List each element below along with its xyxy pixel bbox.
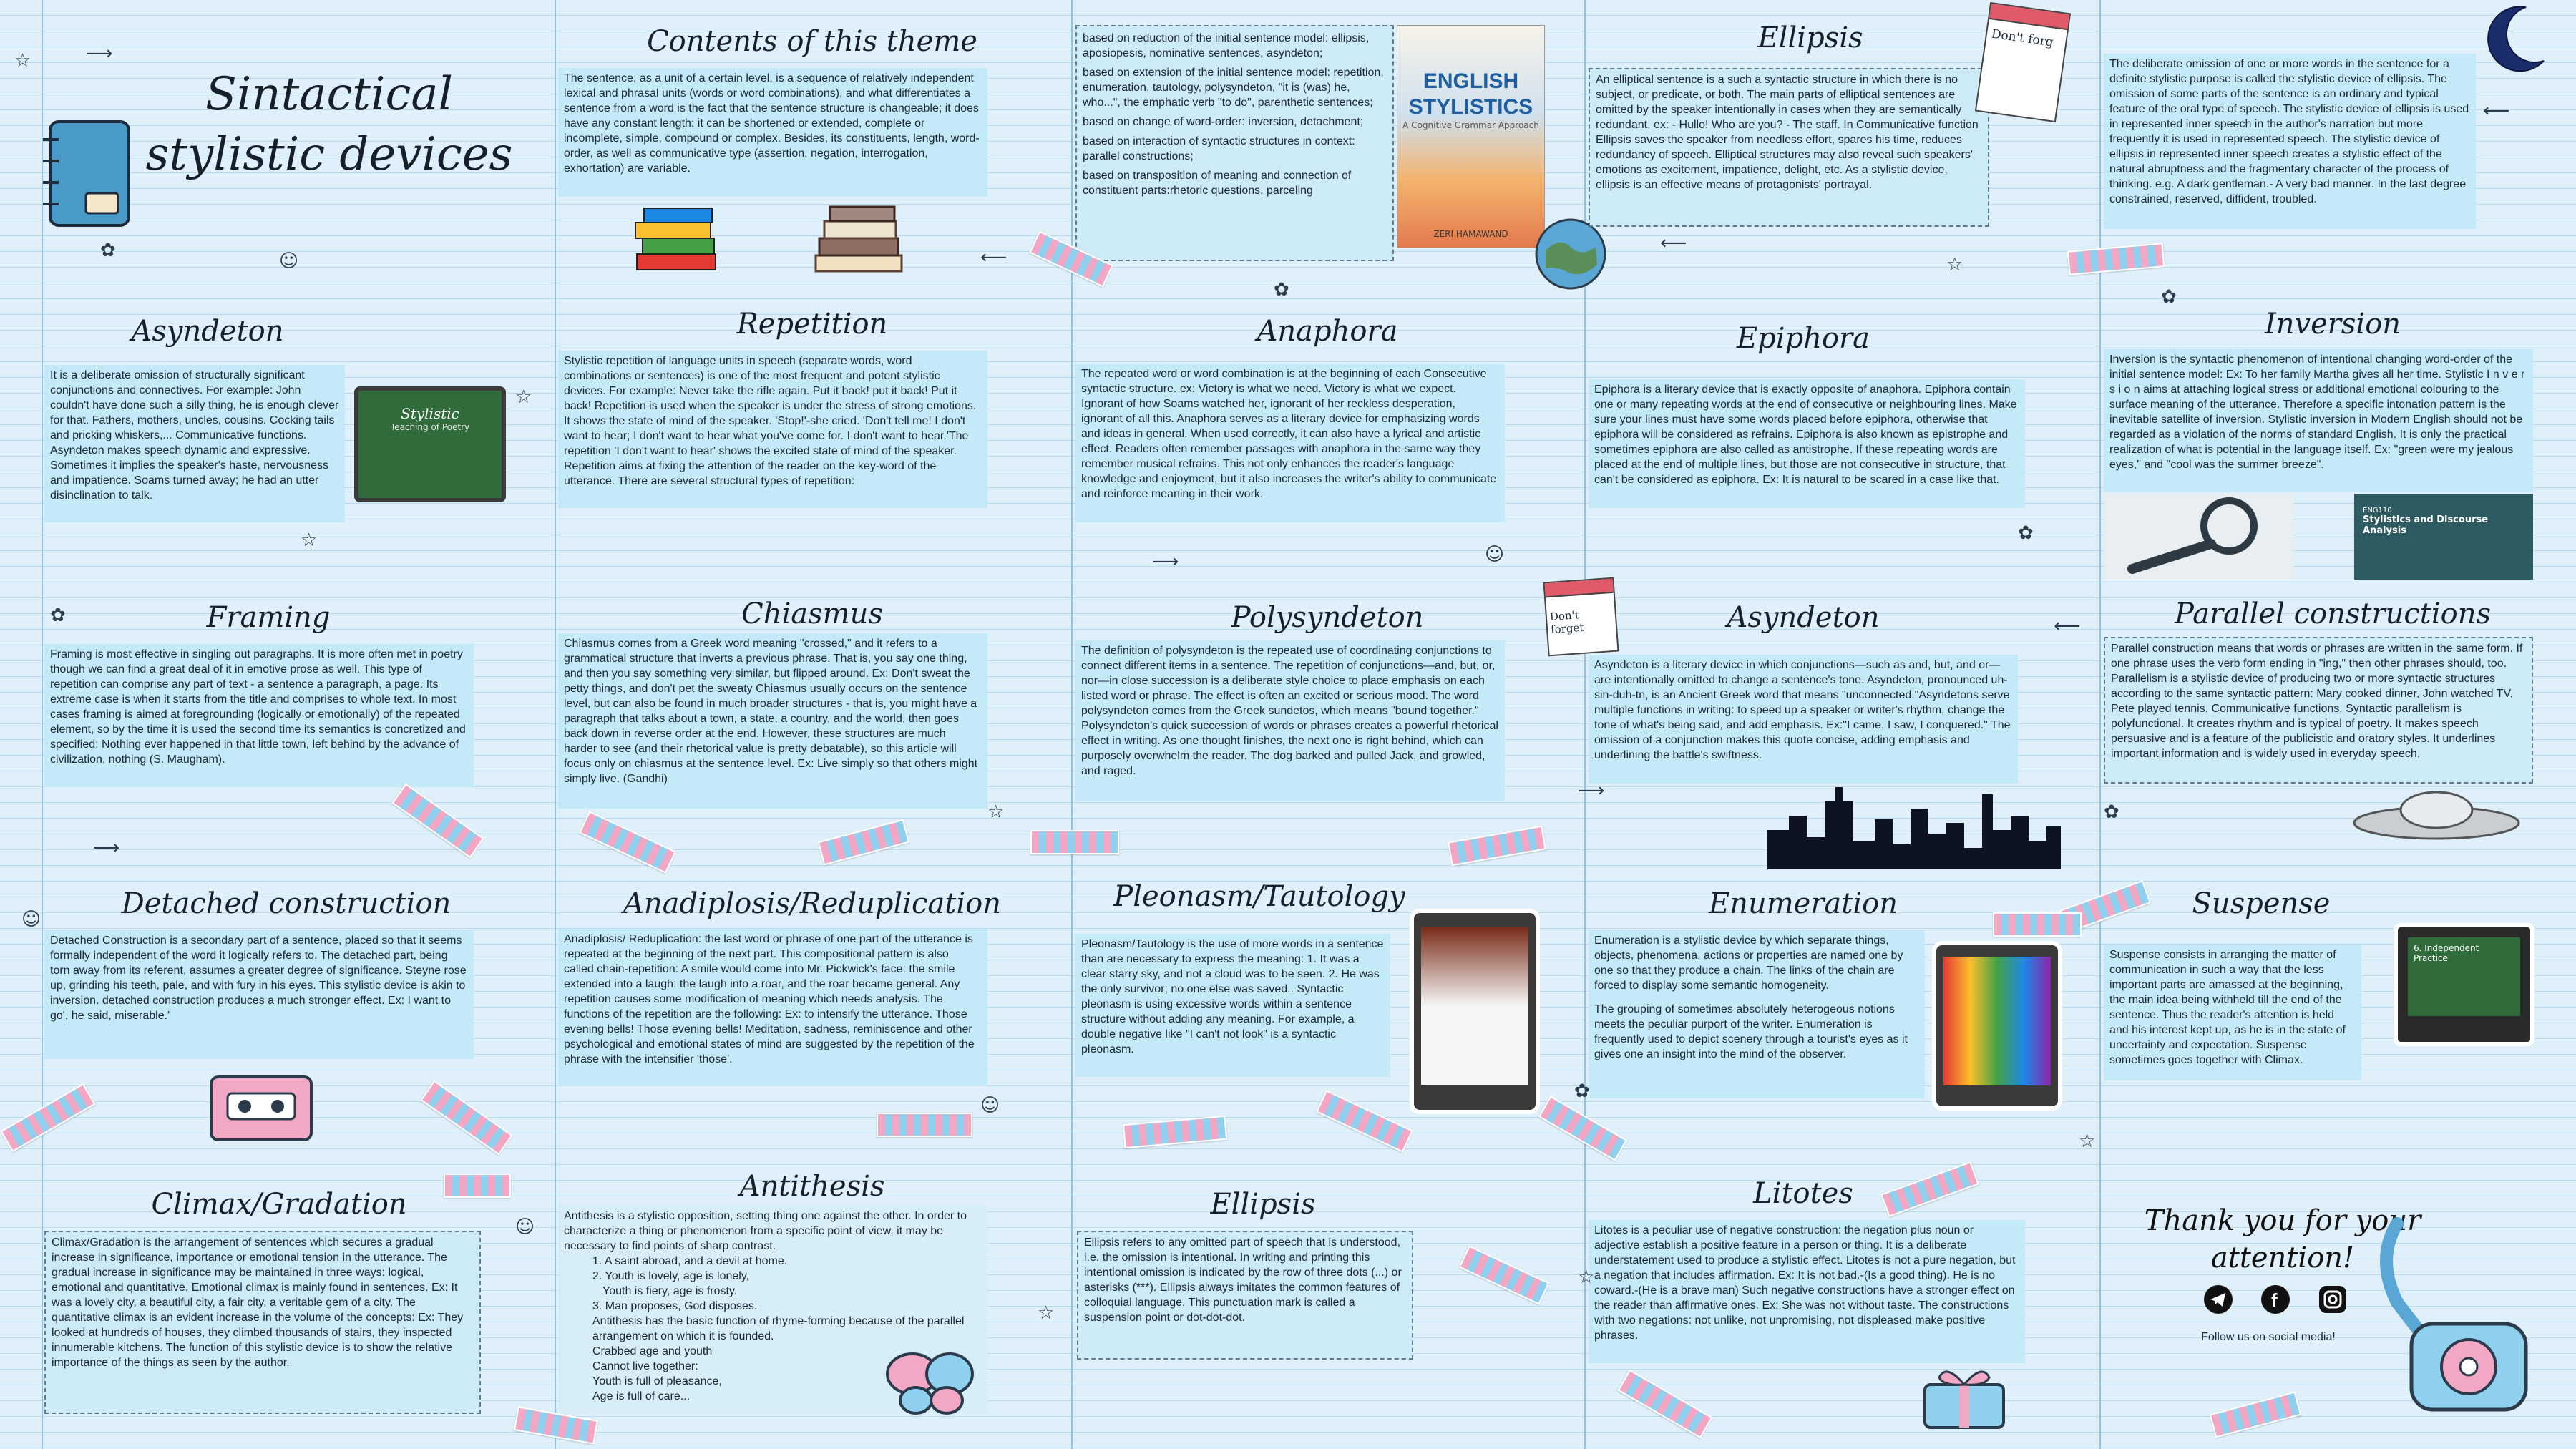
smiley-icon: ☺	[21, 909, 42, 930]
notebook-icon	[43, 114, 143, 236]
magnifier-image	[2104, 494, 2293, 580]
washi-tape	[0, 1083, 95, 1152]
suspense-text: Suspense consists in arranging the matter of communication in such a way that the less important parts are amassed at the beginning, the main idea being withheld till the end of the sentence. Thus the reader's attention is held and his interest kept up, as he is in the state of uncertainty and expectation. Suspense sometimes goes together with Climax.	[2104, 945, 2361, 1080]
cassette-icon	[208, 1073, 315, 1145]
note-paper	[1975, 2, 2071, 122]
section-heading: Enumeration	[1708, 887, 1898, 920]
classification-list	[1075, 25, 1394, 261]
star-icon: ☆	[2079, 1131, 2096, 1152]
washi-tape	[1030, 830, 1119, 854]
column-divider	[1071, 0, 1073, 1449]
washi-tape	[877, 1113, 972, 1137]
antithesis-line: Cannot live together:	[592, 1360, 698, 1372]
course-banner	[2354, 494, 2533, 580]
board-subtitle: Teaching of Poetry	[390, 422, 470, 432]
detached-text: Detached Construction is a secondary part of a sentence, placed so that it seems formally independent of the word it logically refers to. The detached part, being torn away from its referent, assumes a greater degree of significance. Steyne rose up, grinding his teeth, pale, and with fury in his eyes. This stylistic device is akin to inversion. detached construction produces a much stronger effect. Ex: I want to go', he said, miserable.'	[44, 930, 474, 1059]
washi-tape	[420, 1080, 512, 1156]
section-heading: Pleonasm/Tautology	[1113, 880, 1405, 913]
arrow-icon: ⟶	[93, 837, 120, 859]
antithesis-line: Antithesis has the basic function of rhyme-forming because of the parallel arrangement on which it is founded.	[592, 1315, 965, 1342]
section-heading: Detached construction	[121, 887, 452, 920]
book-cover	[1397, 25, 1545, 248]
asyndeton-text: It is a deliberate omission of structurally significant conjunctions and connectives. For example: John couldn't have done such a silly thing, he is enough clever for that. Fathers, mothers, uncles, cousins. Cocking tails and pricking whiskers,... Communicative functions. Asyndeton makes speech dynamic and expressive. Sometimes it implies the speaker's haste, nervousness and impatience. Soams turned away; he had an utter disinclination to talk.	[44, 365, 345, 522]
washi-tape	[1448, 826, 1546, 867]
washi-tape	[1617, 1370, 1712, 1438]
washi-tape	[1459, 1245, 1550, 1304]
suspense-board-image	[2394, 923, 2534, 1046]
course-title: Stylistics and Discourse Analysis	[2363, 514, 2489, 536]
washi-tape	[2210, 1392, 2302, 1438]
washi-tape	[1538, 1096, 1627, 1161]
thanks-line2: attention!	[2210, 1241, 2355, 1274]
star-icon: ☆	[301, 530, 318, 551]
ellipsis-bottom-text: Ellipsis refers to any omitted part of speech that is understood, i.e. the omission is intentional. In writing and printing this intentional omission is indicated by the row of three dots (...) or asterisks (***). Ellipsis always imitates the common features of colloquial language. This punctuation mark is called a suspension point or dot-dot-dot.	[1077, 1231, 1413, 1360]
smiley-icon: ☺	[980, 1095, 1000, 1116]
antithesis-intro: Antithesis is a stylistic opposition, setting thing one against the other. In order to characterize a thing or phenomenon from a specific point of view, it may be necessary to find points of sharp contrast.	[564, 1210, 967, 1252]
enumeration-p2: The grouping of sometimes absolutely heterogeous notions meets the peculiar purport of the writer. Enumeration is frequently used to depict scenery through a tourist's eyes as it gives one an insight into the mind of the observer.	[1594, 1003, 1908, 1060]
washi-tape	[444, 1174, 511, 1198]
gift-icon	[1918, 1363, 2011, 1431]
section-heading: Suspense	[2192, 887, 2331, 920]
antithesis-line: Crabbed age and youth	[592, 1345, 713, 1357]
smiley-icon: ☺	[1485, 544, 1505, 565]
city-skyline-image	[1767, 780, 2061, 869]
telephone-icon	[2368, 1216, 2533, 1424]
antithesis-line: 2. Youth is lovely, age is lonely,	[592, 1270, 750, 1282]
enumeration-p1: Enumeration is a stylistic device by which separate things, objects, phenomena, actions or properties are named one by one so that they produce a chain. The links of the chain are forced to display some semantic homogeneity.	[1594, 935, 1903, 992]
star-icon: ☆	[14, 50, 31, 72]
flower-icon: ✿	[2161, 286, 2177, 308]
ellipsis-text: An elliptical sentence is a such a syntactic structure in which there is no subject, or predicate, or both. The main parts of elliptical sentences are omitted by the speaker intentionally in cases when they are semantically redundant. ex: - Hullo! Who are you? - The staff. In Communicative function Ellipsis saves the speaker from needless effort, spares his time, reduces redundancy of speech. Elliptical structures may also reveal such speakers' emotions as excitement, impatience, delight, etc. As a stylistic device, ellipsis is an effective means of protagonists' portrayal.	[1589, 68, 1989, 227]
pencils-tablet-image	[1932, 941, 2062, 1111]
section-heading: Chiasmus	[741, 597, 883, 630]
star-icon: ☆	[515, 386, 532, 408]
page-title: Sintactical stylistic devices	[145, 68, 513, 181]
list-item: based on reduction of the initial sentence model: ellipsis, aposiopesis, nominative sentences, asyndeton;	[1083, 32, 1370, 59]
smiley-icon: ☺	[515, 1216, 535, 1238]
smiley-icon: ☺	[279, 250, 299, 272]
svg-text:f: f	[2271, 1289, 2278, 1311]
antithesis-line: 1. A saint abroad, and a devil at home.	[592, 1255, 788, 1267]
arrow-icon: ⟵	[980, 247, 1008, 268]
washi-tape	[1993, 912, 2082, 937]
column-divider	[555, 0, 556, 1449]
enumeration-text	[1589, 930, 1925, 1098]
arrow-icon: ⟶	[86, 43, 113, 64]
star-icon: ☆	[1038, 1302, 1055, 1324]
chiasmus-text: Chiasmus comes from a Greek word meaning "crossed," and it refers to a grammatical structure that inverts a previous phrase. That is, you say one thing, and then you say something very similar, but flipped around. Ex: Don't sweat the petty things, and don't pet the sweaty Chiasmus usually occurs on the sentence level, but can also be found in much broader structures - that is, you might have a paragraph that talks about a town, a state, a country, and the world, then goes back down in reverse order at the end. However, these structures are much harder to see (and their rhetorical value is pretty debatable), so this article will focus only on chiasmus at the sentence level. Ex: Live simply so that others might simply live. (Gandhi)	[558, 633, 987, 809]
star-icon: ☆	[1946, 254, 1963, 275]
flower-icon: ✿	[1274, 279, 1289, 301]
section-heading: Inversion	[2264, 308, 2401, 341]
asyndeton-text: Asyndeton is a literary device in which conjunctions—such as and, but, and or—are intentionally omitted to change a sentence's tone. Asyndeton, pronounced uh-sin-duh-tn, is an Ancient Greek word that means "unconnected."Asyndetons serve multiple functions in writing: to speed up a speaker or writer's rhythm, change the tone of what's being said, and add emphasis. Ex:"I came, I saw, I conquered." The omission of a conjunction makes this quote concise, adding emphasis and underlining the battle's swiftness.	[1589, 655, 2018, 784]
facebook-icon[interactable]	[2260, 1284, 2290, 1314]
book-author: ZERI HAMAWAND	[1433, 229, 1508, 239]
antithesis-line: 3. Man proposes, God disposes.	[592, 1300, 758, 1312]
epiphora-text: Epiphora is a literary device that is exactly opposite of anaphora. Epiphora contain one or many repeating words at the end of consecutive or neighbouring lines. Make sure your lines must have some words placed before epiphora, otherwise that epiphora will be considered as refrains. Epiphora is also known as epistrophe and sometimes epiphora are also called as antistrophe. If these repeating words are placed at the end of multiple lines, but those are not consecutive in structure, that can't be considered as epiphora. Ex: It is natural to be scared in a case like that.	[1589, 379, 2025, 508]
column-divider	[2099, 0, 2101, 1449]
board-label: 6. Independent Practice	[2408, 937, 2520, 1016]
flower-icon: ✿	[2018, 522, 2034, 544]
washi-tape	[579, 811, 676, 873]
books-stack-icon	[809, 204, 909, 283]
washi-tape	[818, 819, 910, 866]
washi-tape	[391, 784, 484, 859]
list-item: based on transposition of meaning and connection of constituent parts:rhetoric questions, parceling	[1083, 170, 1352, 197]
section-heading: Asyndeton	[131, 315, 284, 348]
arrow-icon: ⟶	[1578, 780, 1605, 801]
section-heading: Ellipsis	[1210, 1188, 1316, 1221]
book-subtitle: A Cognitive Grammar Approach	[1402, 120, 1539, 130]
flower-icon: ✿	[1574, 1080, 1590, 1102]
flower-icon: ✿	[50, 605, 66, 626]
washi-tape	[1316, 1090, 1413, 1152]
section-heading: Framing	[206, 601, 331, 634]
section-heading: Antithesis	[739, 1170, 885, 1203]
section-heading: Repetition	[736, 308, 888, 341]
moon-icon	[2476, 0, 2555, 79]
list-item: based on change of word-order: inversion, detachment;	[1083, 116, 1364, 128]
telegram-icon[interactable]	[2203, 1284, 2233, 1314]
social-follow-text: Follow us on social media!	[2201, 1331, 2336, 1343]
section-heading: Asyndeton	[1727, 601, 1880, 634]
antithesis-line: Age is full of care...	[592, 1390, 691, 1402]
section-heading: Parallel constructions	[2174, 597, 2492, 630]
arrow-icon: ⟵	[2483, 100, 2510, 122]
anaphora-text: The repeated word or word combination is at the beginning of each Consecutive syntactic structure. ex: Victory is what we need. Victory is what we expect. Ignorant of how Soams watched her, ignorant of her reckless desperation, ignorant of all this. Anaphora serves as a literary device for emphasizing words and ideas in general. When used correctly, it can also have a lyrical and artistic effect. Readers often remember passages with anaphora in the same way they remember musical refrains. This not only enhances the reader's language knowledge and enjoyment, but it also increases the writer's ability to communicate and reinforce meaning in their work.	[1075, 364, 1505, 522]
list-item: based on interaction of syntactic structures in context: parallel constructions;	[1083, 135, 1355, 162]
antithesis-line: Youth is fiery, age is frosty.	[602, 1285, 738, 1297]
star-icon: ☆	[987, 801, 1005, 823]
parallel-text: Parallel construction means that words or phrases are written in the same form. If one phrase uses the verb form ending in "ing," then other phrases should, too. Parallelism is a stylistic device of producing two or more syntactic structures according to the same syntactic pattern: Mary cooked dinner, John watched TV, Pete played tennis. Communicative functions. Syntactic parallelism is polyfunctional. It creates rhythm and is typical of poetry. It makes speech persuasive and is a feature of the publicistic and oratory styles. It underlines important information and is widely used in everyday speech.	[2104, 637, 2533, 784]
books-icon	[630, 204, 723, 283]
section-heading: Contents of this theme	[647, 25, 977, 58]
litotes-text: Litotes is a peculiar use of negative construction: the negation plus noun or adjective establish a positive feature in a person or thing. It is a deliberate understatement used to produce a stylistic effect. Litotes is not a pure negation, but a negation that includes affirmation. Ex: It is not bad.-(Is a good thing). He is no coward.-(He is a brave man) Such negative constructions have a stronger effect on the reader than affirmative ones. Ex: She was not without taste. The constructions with two negations: not unlike, not unpromising, not displeased make positive phrases.	[1589, 1220, 2025, 1363]
note-text: Don't forg	[1990, 26, 2054, 50]
ufo-icon	[2347, 780, 2526, 852]
pleonasm-text: Pleonasm/Tautology is the use of more words in a sentence than are necessary to express the meaning: 1. It was a clear starry sky, and not a cloud was to be seen. 2. He was the only survivor; no one else was saved.. Syntactic pleonasm is using excessive words within a sentence structure without adding any meaning. For example, a double negative like "I can't not look" is a syntactic pleonasm.	[1075, 934, 1390, 1077]
book-title: ENGLISH STYLISTICS	[1408, 69, 1533, 119]
arrow-icon: ⟵	[1660, 233, 1687, 254]
flower-icon: ✿	[100, 240, 116, 261]
list-item: based on extension of the initial sentence model: repetition, enumeration, tautology, polysyndeton, "it is (was) he, who...", the emphatic verb "to do", parenthetic sentences;	[1083, 67, 1384, 109]
board-title: Stylistic	[401, 405, 459, 422]
star-icon: ☆	[1578, 1267, 1595, 1288]
section-heading: Litotes	[1753, 1177, 1853, 1210]
tablet-image	[1410, 909, 1540, 1114]
climax-text: Climax/Gradation is the arrangement of sentences which secures a gradual increase in significance, importance or emotional tension in the utterance. The gradual increase in significance may be maintained in three ways: logical, emotional and quantitative. Emotional climax is mainly found in sentences. Ex: It was a lovely city, a beautiful city, a fair city, a veritable gem of a city. The quantitative climax is an evident increase in the volume of the concepts: Ex: They looked at hundreds of houses, they climbed thousands of stairs, they inspected innumerable kitchens. The function of this stylistic device is to show the relative importance of the things as seen by the author.	[44, 1231, 481, 1414]
washi-tape	[2067, 243, 2165, 275]
section-heading: Epiphora	[1736, 322, 1870, 355]
ellipsis-definition: The deliberate omission of one or more words in the sentence for a definite stylistic purpose is called the stylistic device of ellipsis. The omission of some parts of the sentence is an ordinary and typical feature of the oral type of speech. The stylistic device of ellipsis is used in represented inner speech in the author's narration but more frequently it is used in represented speech. The stylistic device of ellipsis in represented inner speech creates a stylistic effect of the natural abruptness and the fragmentary character of the process of thinking. e.g. A dark gentleman.- A very bad manner. In the last degree constrained, reserved, diffident, troubled.	[2104, 54, 2476, 229]
section-heading: Anadiplosis/Reduplication	[623, 887, 1001, 920]
section-heading: Climax/Gradation	[151, 1188, 407, 1221]
instagram-icon[interactable]	[2318, 1284, 2348, 1314]
chalkboard-image	[354, 386, 506, 502]
section-heading: Anaphora	[1257, 315, 1398, 348]
section-heading: Polysyndeton	[1231, 601, 1424, 634]
thanks-line1: Thank you for your	[2144, 1204, 2421, 1237]
section-heading: Ellipsis	[1757, 21, 1863, 54]
note-text: Don't forget	[1549, 608, 1584, 636]
polysyndeton-text: The definition of polysyndeton is the repeated use of coordinating conjunctions to connect different items in a sentence. The repetition of conjunctions—and, but, or, nor—in close succession is a deliberate style choice to place emphasis on each listed word or phrase. The effect is often an excited or serious mood. The word polysyndeton comes from the Greek sundetos, which means "bound together." Polysyndeton's quick succession of words or phrases creates a powerful rhetorical effect in writing. As one thought finishes, the next one is right behind, which can purposely overwhelm the reader. The dog barked and pulled Jack, and growled, and raged.	[1075, 640, 1505, 801]
washi-tape	[1123, 1116, 1227, 1148]
course-code: ENG110	[2363, 507, 2392, 514]
inversion-text: Inversion is the syntactic phenomenon of intentional changing word-order of the initial sentence model: Ex: To her family Martha gives all her time. Stylistic I n v e r s i o n aims at attaching logical stress or additional emotional colouring to the surface meaning of the utterance. Therefore a specific intonation pattern is the inevitable satellite of inversion. Stylistic inversion in Modern English should not be regarded as a violation of the norms of standard English. It is only the practical realization of what is potential in the language itself. Ex: "green were my jealous eyes," and "cool was the summer breeze".	[2104, 349, 2533, 492]
framing-text: Framing is most effective in singling out paragraphs. It is more often met in poetry though we can find a great deal of it in emotive prose as well. This type of repetition can comprise any part of text - a sentence a paragraph, a page. Its extreme case is when it starts from the title and comprises to whole text. In most cases framing is aimed at foregrounding (logically or emotionally) of the repeated element, so by the time it is used the second time its semantics is concretized and specified: Nothing ever happened in that little town, left behind by the advance of civilization, nothing (S. Maugham).	[44, 644, 474, 787]
contents-text: The sentence, as a unit of a certain level, is a sequence of relatively independent lexical and phrasal units (words or word combinations), and what differentiates a sentence from a word is the fact that the sentence structure is changeable; it does have any constant length: it can be shortened or extended, complete or incomplete, simple, compound or complex. Besides, its constituents, length, word-order, as well as communicative type (assertion, negation, interrogation, exhortation) are variable.	[558, 68, 987, 197]
butterfly-icon	[884, 1342, 977, 1420]
repetition-text: Stylistic repetition of language units in speech (separate words, word combinations or sentences) is one of the most frequent and potent stylistic devices. For example: Never take the rifle again. Put it back! put it back! Put it back! Repetition is used when the speaker is under the stress of strong emotions. It shows the state of mind of the speaker. 'Stop!'-she cried. 'Don't tell me! I don't want to hear; I don't want to hear what you've come for. I don't want to hear.'The repetition 'I don't want to hear' shows the excited state of mind of the speaker. Repetition aims at fixing the attention of the reader on the key-word of the utterance. There are several structural types of repetition:	[558, 351, 987, 508]
social-icons	[2190, 1284, 2361, 1317]
antithesis-line: Youth is full of pleasance,	[592, 1375, 722, 1387]
anadiplosis-text: Anadiplosis/ Reduplication: the last word or phrase of one part of the utterance is repeated at the beginning of the next part. This compositional pattern is also called chain-repetition: A smile would come into Mr. Pickwick's face: the smile extended into a laugh: the laugh into a roar, and the roar became general. Any repetition causes some modification of meaning which needs analysis. The functions of the repetition are the following: Ex: to intensify the utterance. Those evening bells! Those evening bells! Meditation, sadness, reminiscence and other psychological and emotional states of mind are suggested by the repetition of the phrase with the intensifier 'those'.	[558, 929, 987, 1086]
arrow-icon: ⟵	[2054, 615, 2081, 637]
arrow-icon: ⟶	[1152, 551, 1179, 572]
flower-icon: ✿	[2104, 801, 2119, 823]
